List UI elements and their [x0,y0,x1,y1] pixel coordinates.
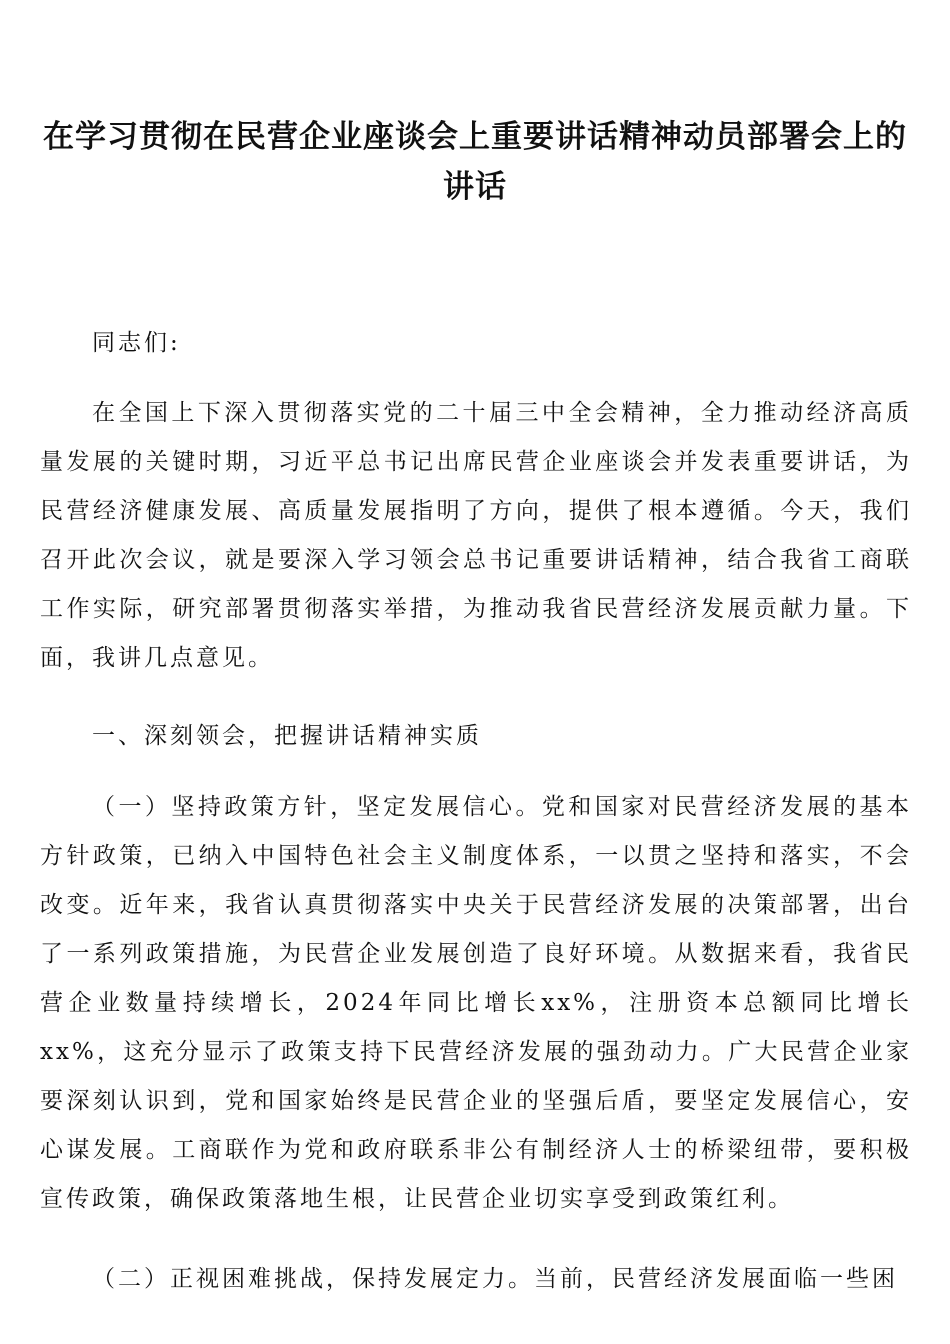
salutation: 同志们: [92,330,181,356]
document-title: 在学习贯彻在民营企业座谈会上重要讲话精神动员部署会上的讲话 [43,119,907,205]
section-1-item-1-paragraph: （一）坚持政策方针，坚定发展信心。党和国家对民营经济发展的基本方针政策，已纳入中国特色社会主义制度体系，一以贯之坚持和落实，不会改变。近年来，我省认真贯彻落实中央关于民营经济发展的决策部署，出台了一系列政策措施，为民营企业发展创造了良好环境。从数据来看，我省民营企业数量持续增长，2024年同比增长xx%，注册资本总额同比增长xx%，这充分显示了政策支持下民营经济发展的强劲动力。广大民营企业家要深刻认识到，党和国家始终是民营企业的坚强后盾，要坚定发展信心，安心谋发展。工商联作为党和政府联系非公有制经济人士的桥梁纽带，要积极宣传政策，确保政策落地生根，让民营企业切实享受到政策红利。 [40,794,912,1212]
intro-paragraph: 在全国上下深入贯彻落实党的二十届三中全会精神，全力推动经济高质量发展的关键时期，习近平总书记出席民营企业座谈会并发表重要讲话，为民营经济健康发展、高质量发展指明了方向，提供了根本遵循。今天，我们召开此次会议，就是要深入学习领会总书记重要讲话精神，结合我省工商联工作实际，研究部署贯彻落实举措，为推动我省民营经济发展贡献力量。下面，我讲几点意见。 [40,400,912,671]
section-1-item-2-paragraph: （二）正视困难挑战，保持发展定力。当前，民营经济发展面临一些困 [92,1266,898,1292]
section-heading-1: 一、深刻领会，把握讲话精神实质 [92,723,482,749]
